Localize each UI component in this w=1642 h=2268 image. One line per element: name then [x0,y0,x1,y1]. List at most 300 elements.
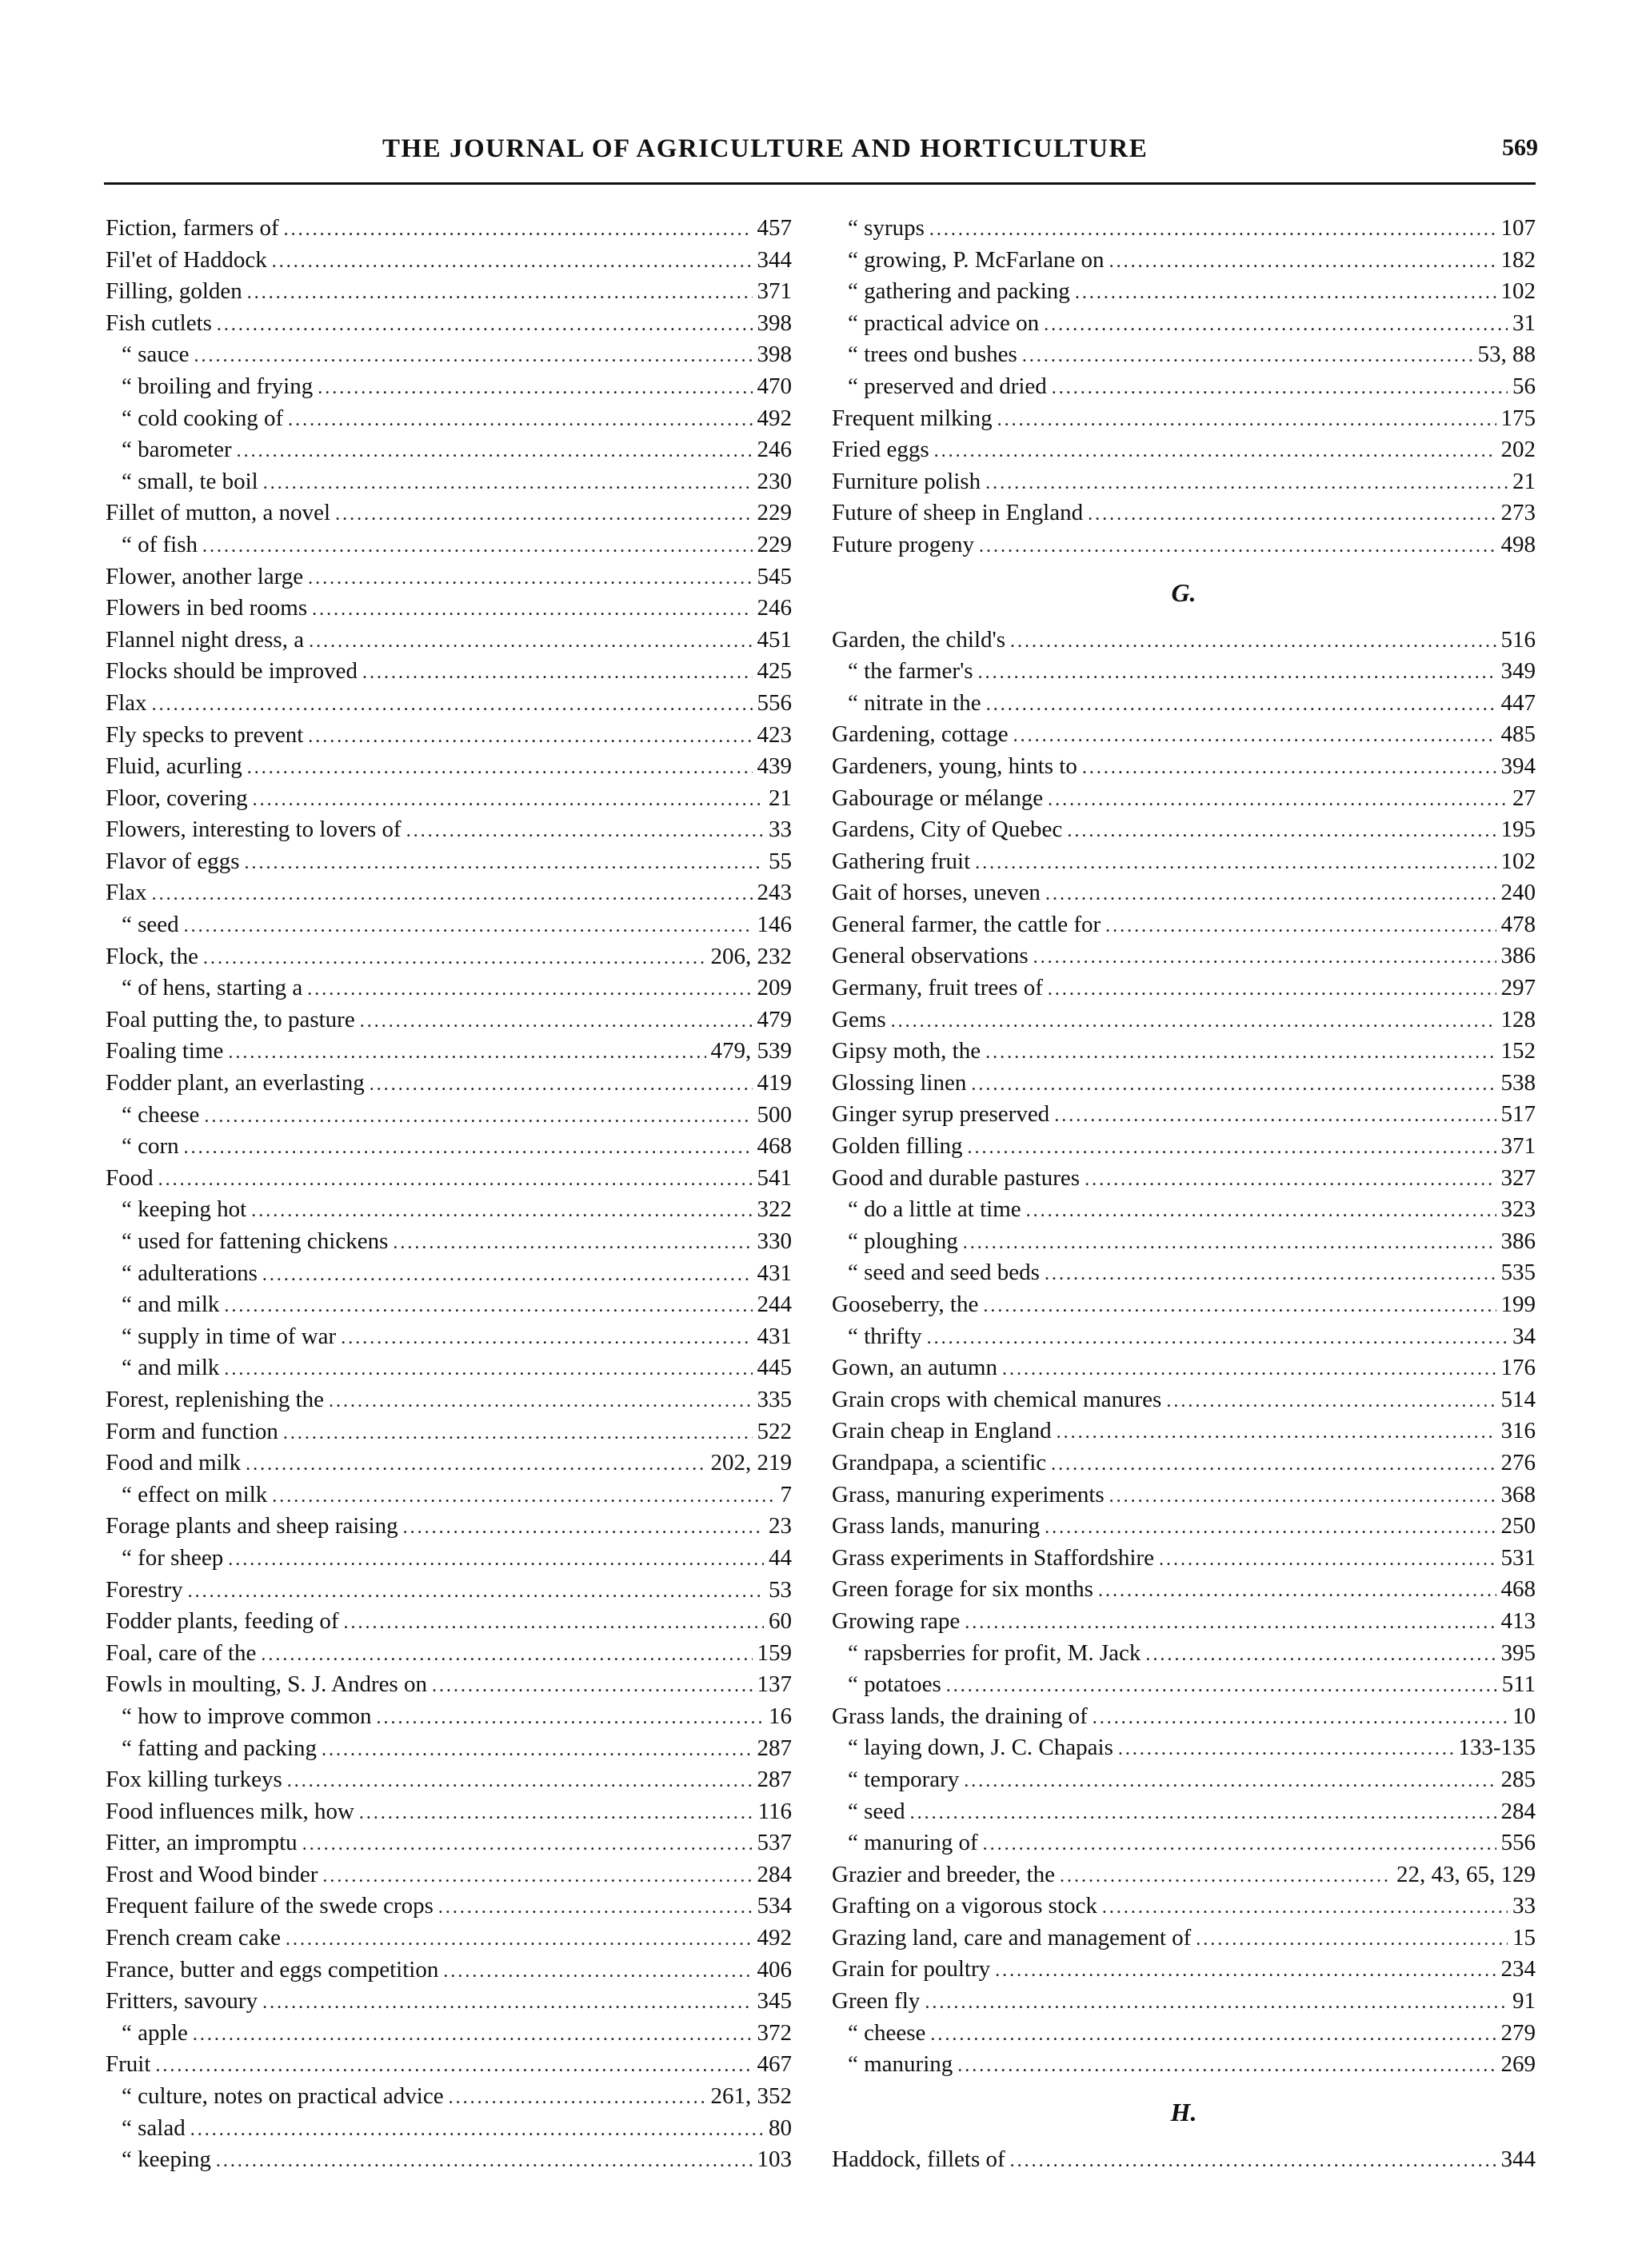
index-entry [106,1859,792,1891]
index-term: Future of sheep in England [832,500,1084,526]
index-entry [106,529,792,561]
dot-leader [929,214,1496,246]
dot-leader [978,657,1496,689]
index-page-ref: 323 [1500,1196,1536,1223]
dot-leader [228,1037,705,1069]
index-page-ref: 398 [757,341,792,368]
dot-leader [1082,753,1496,785]
index-term: Grain crops with chemical manures [832,1386,1162,1412]
dot-leader [449,2082,706,2114]
index-entry [106,1511,792,1543]
dot-leader [1105,911,1496,943]
index-entry [106,1479,792,1511]
index-term: “ cheese [848,2019,926,2046]
index-page-ref: 284 [1500,1798,1536,1824]
dot-leader [1044,309,1508,341]
index-entry [106,1764,792,1796]
index-entry [106,783,792,815]
index-page-ref: 56 [1512,373,1536,399]
index-entry [106,497,792,529]
index-page-ref: 246 [757,595,792,621]
dot-leader [253,785,764,817]
index-term: “ for sheep [122,1544,224,1571]
dot-leader [1109,1481,1496,1513]
dot-leader [251,1196,752,1228]
index-term: Grazier and breeder, the [832,1861,1055,1887]
index-term: Foal, care of the [106,1639,257,1666]
index-term: Fil'et of Haddock [106,246,267,273]
index-entry [832,1416,1536,1447]
index-page-ref: 55 [769,848,792,874]
dot-leader [1045,879,1496,911]
index-term: Garden, the child's [832,626,1006,653]
index-term: Flock, the [106,943,198,969]
index-entry [106,2018,792,2050]
index-term: “ temporary [848,1766,960,1792]
index-entry [106,1701,792,1733]
dot-leader [362,657,753,689]
index-entry [106,2113,792,2145]
index-entry [106,561,792,593]
dot-leader [155,2050,752,2082]
dot-leader [283,1418,753,1450]
index-page-ref: 243 [757,880,792,906]
dot-leader [228,1544,764,1576]
index-term: Food influences milk, how [106,1798,354,1824]
index-entry [106,2081,792,2113]
dot-leader [964,1766,1496,1798]
index-entry [832,1827,1536,1859]
index-page-ref: 372 [757,2019,792,2046]
index-term: Gardening, cottage [832,721,1009,748]
index-page-ref: 34 [1512,1323,1536,1349]
index-term: Flax [106,880,147,906]
index-page-ref: 229 [757,500,792,526]
index-entry [106,625,792,657]
index-page-ref: 107 [1500,215,1536,241]
dot-leader [1013,721,1496,753]
index-term: “ of hens, starting a [122,975,303,1001]
dot-leader [1075,278,1496,309]
dot-leader [329,1386,752,1418]
journal-title: THE JOURNAL OF AGRICULTURE AND HORTICULTURE [382,134,1149,163]
index-entry [832,2144,1536,2176]
index-page-ref: 413 [1500,1607,1536,1634]
index-page-ref: 439 [757,753,792,780]
dot-leader [152,689,753,721]
index-term: General observations [832,943,1029,969]
index-page-ref: 102 [1500,848,1536,874]
index-entry [832,371,1536,403]
index-page-ref: 116 [757,1798,792,1824]
index-page-ref: 182 [1500,246,1536,273]
index-term: “ adulterations [122,1260,258,1286]
index-term: Good and durable pastures [832,1164,1081,1191]
index-page-ref: 7 [780,1481,792,1507]
dot-leader [344,1607,764,1639]
dot-leader [318,373,752,405]
index-page-ref: 199 [1500,1292,1536,1317]
dot-leader [152,879,753,911]
index-page-ref: 468 [757,1133,792,1160]
index-term: Gardens, City of Quebec [832,817,1063,843]
index-entry [106,1131,792,1163]
index-term: “ small, te boil [122,468,258,494]
dot-leader [262,1260,753,1292]
index-term: “ culture, notes on practical advice [122,2083,444,2110]
index-page-ref: 419 [757,1070,792,1096]
index-term: Grain for poultry [832,1956,991,1983]
index-page-ref: 451 [757,626,792,653]
index-term: Fluid, acurling [106,753,242,780]
index-entry [832,1669,1536,1701]
dot-leader [335,499,752,531]
index-entry [106,1606,792,1638]
index-entry [106,339,792,371]
index-entry [106,2144,792,2176]
index-entry [832,1479,1536,1511]
index-term: Gipsy moth, the [832,1038,981,1064]
index-page-ref: 345 [757,1988,792,2014]
index-term: Fillet of mutton, a novel [106,500,331,526]
index-entry [106,1575,792,1607]
index-entry [106,1289,792,1321]
dot-leader [406,816,764,848]
index-term: Foaling time [106,1038,224,1064]
index-page-ref: 322 [757,1196,792,1223]
index-page-ref: 394 [1500,753,1536,779]
dot-leader [1196,1924,1508,1956]
index-page-ref: 349 [1500,658,1536,685]
dot-leader [891,1006,1496,1038]
dot-leader [1051,1449,1496,1481]
index-term: “ the farmer's [848,658,973,685]
dot-leader [910,1798,1496,1830]
index-term: “ seed and seed beds [848,1260,1040,1286]
index-entry [832,245,1536,277]
index-term: Frequent milking [832,405,993,431]
dot-leader [1026,1196,1496,1228]
dot-leader [272,246,753,278]
index-term: “ trees ond bushes [848,341,1017,368]
dot-leader [963,1228,1496,1260]
index-entry [832,1891,1536,1923]
index-entry [832,1923,1536,1955]
index-term: Grass lands, manuring [832,1513,1041,1539]
index-page-ref: 53 [769,1576,792,1603]
index-page-ref: 176 [1500,1355,1536,1381]
index-page-ref: 316 [1500,1418,1536,1444]
index-page-ref: 230 [757,468,792,494]
index-page-ref: 498 [1500,531,1536,557]
index-term: “ broiling and frying [122,373,314,399]
index-entry [106,1923,792,1955]
dot-leader [438,1892,753,1924]
index-page-ref: 102 [1500,278,1536,305]
index-page-ref: 31 [1512,309,1536,336]
dot-leader [312,594,752,626]
index-page-ref: 534 [757,1893,792,1919]
index-term: Grain cheap in England [832,1418,1052,1444]
index-term: Gems [832,1006,886,1032]
dot-leader [965,1607,1496,1639]
index-entry [106,1733,792,1765]
index-term: “ apple [122,2019,188,2046]
index-term: “ keeping hot [122,1196,247,1223]
index-entry [106,688,792,720]
index-entry [832,1511,1536,1543]
dot-leader [1054,1100,1496,1132]
dot-leader [261,1639,752,1671]
index-page-ref: 133-135 [1458,1735,1536,1761]
index-entry [106,403,792,435]
dot-leader [403,1512,764,1544]
index-page-ref: 431 [757,1323,792,1349]
dot-leader [341,1323,752,1355]
index-page-ref: 285 [1500,1766,1536,1792]
index-term: Food [106,1164,154,1191]
dot-leader [957,2050,1496,2082]
dot-leader [1045,1259,1496,1291]
index-term: “ barometer [122,437,232,463]
index-entry [832,1352,1536,1384]
index-page-ref: 398 [757,309,792,336]
index-entry [832,1543,1536,1575]
index-page-ref: 276 [1500,1449,1536,1475]
dot-leader [284,214,753,246]
index-page-ref: 279 [1500,2019,1536,2046]
index-page-ref: 234 [1500,1956,1536,1983]
dot-leader [1067,816,1496,848]
dot-leader [1098,1575,1496,1607]
index-term: Fodder plant, an everlasting [106,1070,365,1096]
index-entry [106,1669,792,1701]
index-page-ref: 457 [757,215,792,241]
index-entry [832,940,1536,972]
index-entry [832,783,1536,815]
index-entry [106,1638,792,1670]
index-column-right [832,213,1536,2175]
index-term: Gooseberry, the [832,1292,979,1317]
index-page-ref: 535 [1500,1260,1536,1286]
index-term: France, butter and eggs competition [106,1956,439,1983]
index-entry [832,1289,1536,1321]
dot-leader [158,1164,753,1196]
index-term: Forestry [106,1576,183,1603]
dot-leader [1166,1386,1496,1418]
index-term: Fowls in moulting, S. J. Andres on [106,1671,428,1698]
index-entry [106,1352,792,1384]
index-term: “ supply in time of war [122,1323,337,1349]
index-term: Haddock, fillets of [832,2146,1005,2172]
index-entry [832,1701,1536,1733]
index-entry [832,529,1536,561]
dot-leader [202,531,752,563]
index-entry [832,1384,1536,1416]
index-term: “ cold cooking of [122,405,284,431]
index-term: “ preserved and dried [848,373,1047,399]
index-page-ref: 53, 88 [1477,341,1536,368]
dot-leader [190,2114,764,2146]
dot-leader [224,1354,752,1386]
index-page-ref: 335 [757,1386,792,1412]
dot-leader [1088,499,1496,531]
index-term: Grafting on a vigorous stock [832,1893,1097,1919]
index-term: Flannel night dress, a [106,626,305,653]
index-page-ref: 447 [1500,689,1536,716]
index-page-ref: 80 [769,2114,792,2141]
section-heading-g: G. [1171,577,1197,607]
dot-leader [983,1291,1496,1323]
index-page-ref: 195 [1500,817,1536,843]
index-term: “ used for fattening chickens [122,1228,389,1254]
index-term: “ seed [848,1798,905,1824]
dot-leader [286,1924,753,1956]
index-page-ref: 250 [1500,1513,1536,1539]
index-page-ref: 261, 352 [710,2083,792,2110]
index-term: “ cheese [122,1101,200,1128]
index-page-ref: 445 [757,1355,792,1381]
index-page-ref: 159 [757,1639,792,1666]
index-term: “ practical advice on [848,309,1040,336]
index-page-ref: 386 [1500,943,1536,969]
index-entry [832,1226,1536,1258]
dot-leader [287,1766,753,1798]
dot-leader [188,1576,764,1608]
index-page-ref: 284 [757,1861,792,1887]
index-entry [106,593,792,625]
index-page-ref: 516 [1500,626,1536,653]
index-page-ref: 517 [1500,1101,1536,1128]
index-page-ref: 287 [757,1767,792,1793]
dot-leader [1010,2146,1496,2178]
index-entry [106,814,792,846]
index-page-ref: 152 [1500,1038,1536,1064]
dot-leader [193,2019,753,2051]
index-entry [106,1447,792,1479]
index-page-ref: 371 [757,278,792,305]
index-term: Green fly [832,1988,921,2014]
index-term: Fritters, savoury [106,1988,258,2014]
dot-leader [245,848,764,880]
dot-leader [217,309,753,341]
index-entry [106,1796,792,1828]
index-term: Fly specks to prevent [106,721,304,748]
section-heading-h: H. [1170,2097,1197,2126]
dot-leader [302,1829,753,1861]
index-entry [106,1226,792,1258]
index-entry [832,276,1536,308]
index-entry [106,656,792,688]
dot-leader [1048,974,1496,1006]
index-page-ref: 33 [769,817,792,843]
dot-leader [184,911,753,943]
index-term: “ thrifty [848,1323,922,1349]
index-term: “ how to improve common [122,1703,372,1729]
index-term: Grass experiments in Staffordshire [832,1544,1154,1571]
dot-leader [1048,785,1508,817]
dot-leader [927,1323,1508,1355]
dot-leader [359,1798,753,1830]
index-term: “ effect on milk [122,1481,268,1507]
dot-leader [1159,1544,1496,1576]
index-entry [832,339,1536,371]
index-term: “ and milk [122,1292,220,1318]
index-term: Flowers, interesting to lovers of [106,817,402,843]
index-entry [832,1131,1536,1163]
dot-leader [247,753,753,785]
index-entry [106,751,792,783]
index-entry [832,1036,1536,1068]
index-entry [106,877,792,909]
dot-leader [997,405,1496,437]
dot-leader [308,721,752,753]
index-entry [832,1163,1536,1195]
dot-leader [1022,341,1473,373]
index-term: “ potatoes [848,1671,941,1698]
index-page-ref: 522 [757,1418,792,1444]
index-page-ref: 206, 232 [710,943,792,969]
index-column-left [106,213,792,2176]
index-term: Grazing land, care and management of [832,1924,1192,1951]
index-entry [106,1321,792,1353]
dot-leader [1057,1417,1496,1449]
dot-leader [309,626,752,658]
index-entry [832,1638,1536,1670]
index-term: “ of fish [122,531,198,557]
index-term: Filling, golden [106,278,242,305]
index-term: Furniture polish [832,468,981,494]
index-term: “ sauce [122,341,190,368]
index-page-ref: 423 [757,721,792,748]
index-term: Frequent failure of the swede crops [106,1893,433,1919]
dot-leader [377,1703,764,1735]
index-entry [832,1859,1536,1891]
header-rule [104,182,1536,185]
dot-leader [1045,1512,1496,1544]
index-term: Floor, covering [106,785,248,811]
index-entry [832,2049,1536,2081]
index-term: Germany, fruit trees of [832,975,1043,1001]
dot-leader [247,278,753,309]
index-term: Gabourage or mélange [832,785,1044,811]
dot-leader [184,1132,753,1164]
index-page-ref: 44 [769,1544,792,1571]
dot-leader [1033,942,1496,974]
dot-leader [360,1006,753,1038]
index-entry [832,2018,1536,2050]
index-entry [832,1764,1536,1796]
index-entry [832,1321,1536,1353]
index-term: “ syrups [848,215,925,241]
index-entry [106,1827,792,1859]
index-term: Fried eggs [832,437,929,463]
index-page-ref: 15 [1512,1924,1536,1951]
index-term: Growing rape [832,1607,961,1634]
dot-leader [1102,1892,1508,1924]
page-number: 569 [1502,134,1538,161]
index-page-ref: 344 [1500,2146,1536,2172]
index-page-ref: 386 [1500,1228,1536,1254]
dot-leader [272,1481,775,1513]
index-entry [832,751,1536,783]
index-entry [832,877,1536,909]
index-entries-g [832,625,1536,2081]
index-entry [832,1796,1536,1828]
dot-leader [925,1987,1508,2019]
index-entry [106,1163,792,1195]
index-term: Gardeners, young, hints to [832,753,1077,779]
